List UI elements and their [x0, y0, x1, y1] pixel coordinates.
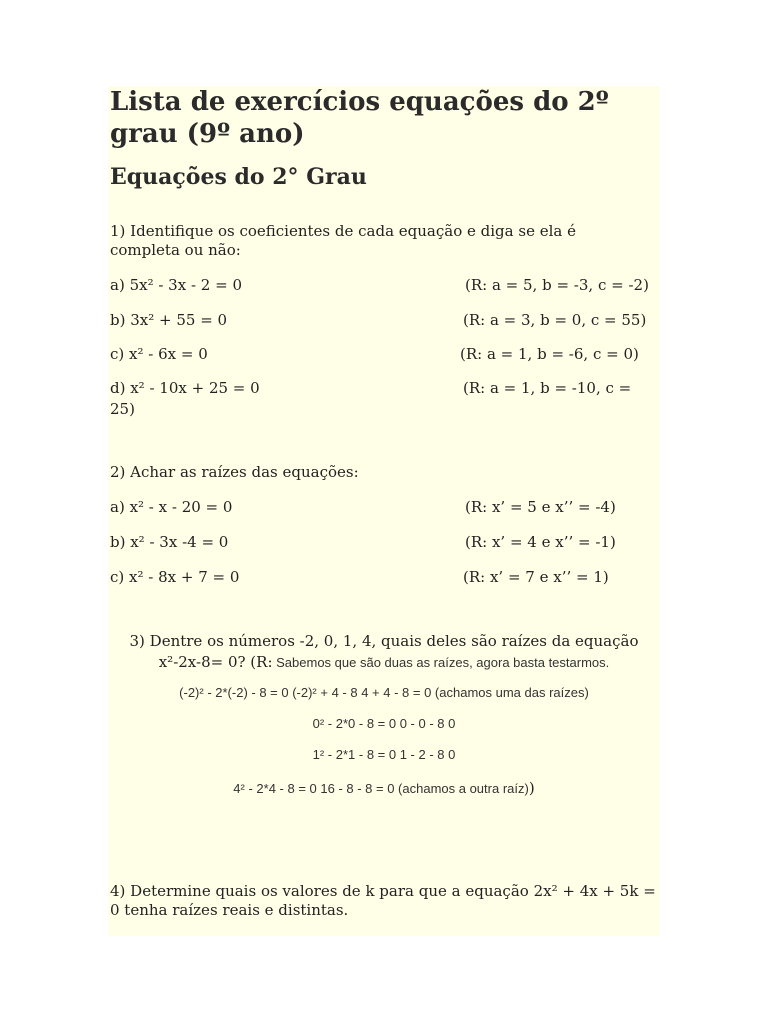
q2-equation-b: b) x² - 3x -4 = 0: [110, 533, 229, 551]
q2-answer-a: (R: x’ = 5 e x’’ = -4): [465, 498, 616, 516]
q1-equation-d: d) x² - 10x + 25 = 0: [110, 379, 260, 397]
q1-answer-c: (R: a = 1, b = -6, c = 0): [460, 345, 639, 363]
q2-answer-c: (R: x’ = 7 e x’’ = 1): [463, 568, 609, 586]
q1-equation-c: c) x² - 6x = 0: [110, 345, 208, 363]
q3-answer-text: Sabemos que são duas as raízes, agora basta testarmos.: [272, 655, 610, 670]
q1-equation-a: a) 5x² - 3x - 2 = 0: [110, 276, 242, 294]
q3-calculation-1: (-2)² - 2*(-2) - 8 = 0 (-2)² + 4 - 8 4 + 4 - 8 = 0 (achamos uma das raízes): [179, 685, 589, 700]
q1-answer-a: (R: a = 5, b = -3, c = -2): [465, 276, 649, 294]
q3-calculation-3: 1² - 2*1 - 8 = 0 1 - 2 - 8 0: [312, 747, 456, 762]
q3-equation: x²-2x-8= 0? (R:: [158, 653, 273, 671]
q3-calculation-2: 0² - 2*0 - 8 = 0 0 - 0 - 8 0: [312, 716, 456, 731]
q1-equation-b: b) 3x² + 55 = 0: [110, 311, 228, 329]
page-title: Lista de exercícios equações do 2º grau (9º ano): [110, 87, 609, 149]
section-heading: Equações do 2° Grau: [110, 164, 367, 190]
q3-calculation-4-line: [108, 778, 660, 798]
q2-equation-a: a) x² - x - 20 = 0: [110, 498, 233, 516]
question-3-prompt: 3) Dentre os números -2, 0, 1, 4, quais deles são raízes da equação: [129, 632, 639, 650]
document-page: [108, 86, 660, 936]
question-3-answer-intro: [108, 653, 660, 672]
q3-closing-paren: ): [528, 779, 535, 797]
q1-answer-d: (R: a = 1, b = -10, c =: [463, 379, 632, 397]
q2-equation-c: c) x² - 8x + 7 = 0: [110, 568, 240, 586]
q2-answer-b: (R: x’ = 4 e x’’ = -1): [465, 533, 616, 551]
question-1-prompt: 1) Identifique os coeficientes de cada equação e diga se ela é completa ou não:: [110, 222, 576, 259]
q3-calculation-4: 4² - 2*4 - 8 = 0 16 - 8 - 8 = 0 (achamos a outra raíz): [233, 781, 529, 796]
question-2-prompt: 2) Achar as raízes das equações:: [110, 463, 359, 481]
question-4-prompt: 4) Determine quais os valores de k para que a equação 2x² + 4x + 5k = 0 tenha raízes reais e distintas.: [110, 882, 656, 919]
q1-answer-b: (R: a = 3, b = 0, c = 55): [463, 311, 647, 329]
q1-answer-d-continued: 25): [110, 400, 135, 418]
